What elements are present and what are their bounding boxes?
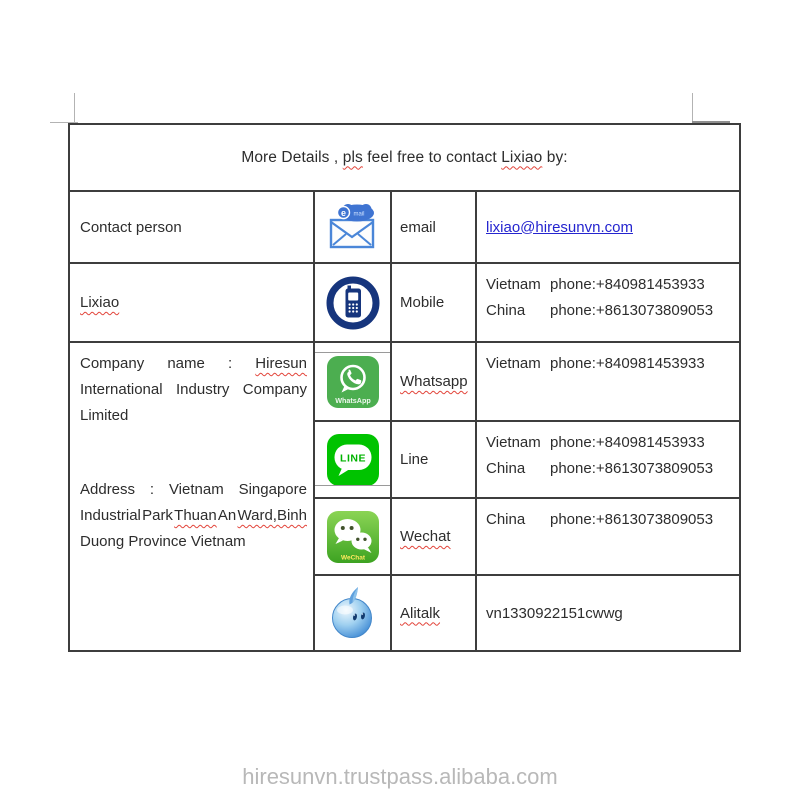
scan-artifact-line [315,485,390,486]
svg-text:e: e [340,207,346,218]
svg-text:LINE: LINE [339,452,366,464]
scan-artifact-line [315,352,390,353]
email-address-link[interactable]: lixiao@hiresunvn.com [486,218,633,236]
address-line-2: Industrial Park Thuan An Ward,Binh [80,507,307,524]
company-line-3: Limited [80,407,129,424]
phone-line: Vietnam phone:+840981453933 [486,434,705,451]
cell-value-alitalk [476,575,740,651]
cell-value-email [476,191,740,263]
channel-label-whatsapp: Whatsapp [400,373,468,390]
row-whatsapp [69,342,740,421]
cell-value-mobile [476,263,740,342]
channel-label-wechat: Wechat [400,528,451,545]
contact-name: Lixiao [80,294,120,311]
cell-value-whatsapp [476,342,740,421]
phone-line: China phone:+8613073809053 [486,460,714,477]
cell-channel-wechat [391,498,476,575]
cell-channel-line [391,421,476,498]
title-text-3: by: [542,148,568,166]
row-email [69,191,740,263]
alitalk-id: vn1330922151cwwg [486,604,623,622]
title-text-2: feel free to contact [362,148,502,166]
svg-text:mail: mail [352,211,365,218]
cell-whatsapp-icon [314,342,391,421]
cell-channel-alitalk [391,575,476,651]
cell-email-icon [314,191,391,263]
cell-mobile-icon [314,263,391,342]
title-text-1: More Details , [241,148,343,166]
title-text-lixiao: Lixiao [501,148,543,166]
cell-channel-mobile [391,263,476,342]
company-line-1: Company name : Hiresun [80,355,307,372]
mobile-icon [325,275,381,331]
cell-value-line [476,421,740,498]
company-line-2: International Industry Company [80,381,307,398]
cell-channel-whatsapp [391,342,476,421]
crop-mark-right-vertical [692,93,693,122]
cell-contact-person [69,191,314,263]
table-header-row [69,124,740,191]
channel-label-alitalk: Alitalk [400,604,441,622]
cell-channel-email [391,191,476,263]
address-line-1: Address : Vietnam Singapore [80,481,307,498]
cell-name [69,263,314,342]
row-mobile [69,263,740,342]
svg-text:WeChat: WeChat [340,554,365,561]
contact-person-label: Contact person [80,218,182,236]
cell-line-icon [314,421,391,498]
address-line-3: Duong Province Vietnam [80,533,246,550]
trustpass-watermark: hiresunvn.trustpass.alibaba.com [242,764,558,789]
email-icon [326,202,380,252]
phone-line: China phone:+8613073809053 [486,511,714,528]
cell-alitalk-icon [314,575,391,651]
channel-label-line: Line [400,451,429,468]
crop-mark-left-vertical [74,93,75,123]
svg-text:WhatsApp: WhatsApp [334,395,371,405]
wechat-icon [327,511,379,563]
title-text-pls: pls [342,148,363,166]
table-title [69,124,740,191]
contact-table [68,123,741,652]
whatsapp-icon [327,356,379,408]
phone-line: China phone:+8613073809053 [486,302,714,319]
cell-company-address [69,342,314,651]
cell-value-wechat [476,498,740,575]
channel-label-email: email [400,218,436,236]
phone-line: Vietnam phone:+840981453933 [486,355,705,372]
alitalk-icon [327,585,379,641]
channel-label-mobile: Mobile [400,294,445,311]
phone-line: Vietnam phone:+840981453933 [486,276,705,293]
cell-wechat-icon [314,498,391,575]
line-icon [327,434,379,486]
